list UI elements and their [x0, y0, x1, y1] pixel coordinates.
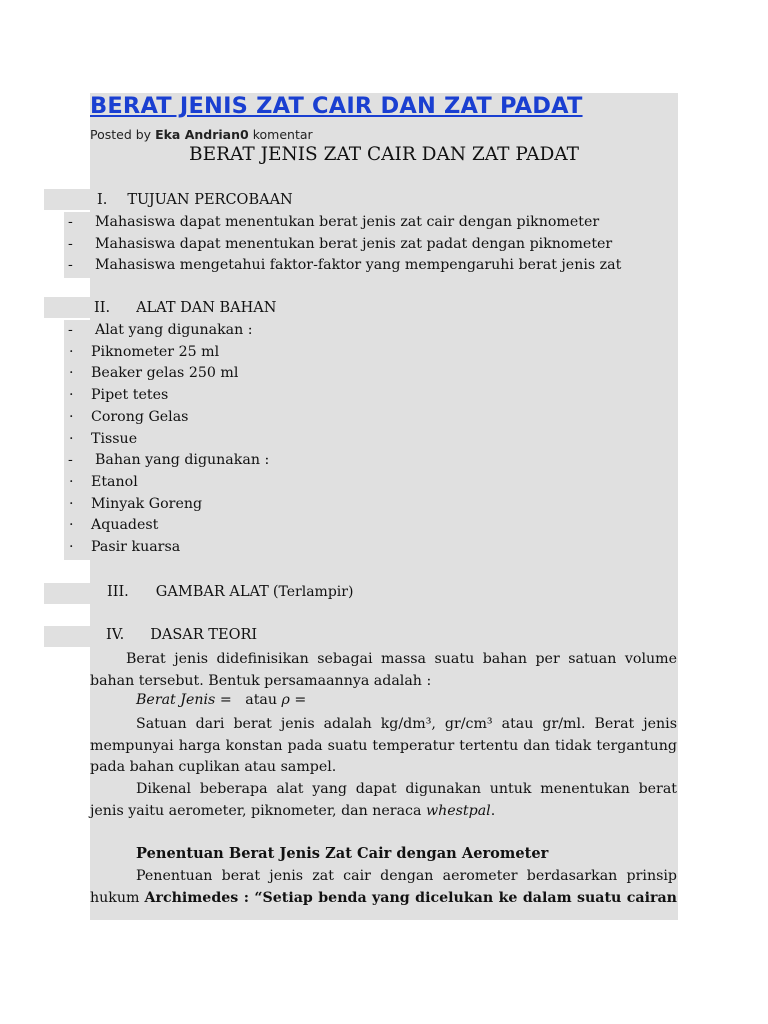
- paragraph-tools: [90, 779, 677, 822]
- aerometer-prefix: hukum: [90, 890, 145, 906]
- list-bullet: -: [68, 214, 73, 230]
- list-bullet: ·: [69, 495, 74, 512]
- list-bullet: -: [68, 452, 73, 469]
- list-bullet: ·: [69, 473, 74, 490]
- list-item-text: Mahasiswa mengetahui faktor-faktor yang mempengaruhi berat jenis zat: [95, 257, 622, 274]
- list-bullet: ·: [69, 430, 74, 447]
- paragraph-units: [90, 714, 677, 779]
- section-number: II.: [94, 300, 111, 316]
- section-title: GAMBAR ALAT: [155, 584, 269, 600]
- post-meta: [90, 127, 313, 142]
- post-title-link[interactable]: BERAT JENIS ZAT CAIR DAN ZAT PADAT: [90, 93, 583, 119]
- list-bullet: ·: [69, 343, 74, 360]
- list-item-text: Beaker gelas 250 ml: [91, 365, 239, 382]
- tools-italic: whestpal: [425, 802, 491, 819]
- list-item-text: Piknometer 25 ml: [91, 343, 220, 360]
- section-heading-tujuan: [97, 192, 293, 208]
- list-bullet: -: [68, 322, 73, 338]
- list-item-text: Aquadest: [91, 517, 159, 534]
- section-heading-alat: [94, 300, 276, 316]
- list-item-text: Alat yang digunakan :: [95, 322, 253, 338]
- document-title: BERAT JENIS ZAT CAIR DAN ZAT PADAT: [189, 144, 579, 165]
- heading-shade-4: [44, 626, 90, 647]
- list-item-text: Pasir kuarsa: [91, 539, 181, 555]
- list-bullet: ·: [69, 539, 74, 555]
- list-bullet: ·: [69, 387, 74, 404]
- author-link[interactable]: Eka Andrian: [155, 127, 241, 142]
- tools-text: Dikenal beberapa alat yang dapat digunakan untuk menentukan berat jenis yaitu aerometer, piknometer, dan neraca: [90, 781, 677, 819]
- formula-rho: ρ: [281, 692, 290, 708]
- section-title: DASAR TEORI: [150, 627, 258, 643]
- list-bullet: ·: [69, 408, 74, 425]
- list-item-text: Corong Gelas: [91, 408, 189, 425]
- list-item-text: Pipet tetes: [91, 387, 169, 404]
- section-title: ALAT DAN BAHAN: [136, 300, 277, 316]
- aerometer-bold: Archimedes : “Setiap benda yang dicelukan ke dalam suatu cairan: [144, 890, 677, 906]
- section-note: Terlampir): [278, 584, 354, 600]
- formula-lhs: Berat Jenis: [136, 692, 216, 708]
- formula-end: =: [289, 692, 307, 708]
- heading-shade-3: [44, 583, 90, 604]
- formula-line: [136, 692, 306, 708]
- comment-count-link[interactable]: 0: [240, 127, 249, 142]
- units-text: Satuan dari berat jenis adalah kg/dm³, gr/cm³ atau gr/ml. Berat jenis mempunyai harga konstan pada suatu temperatur tertentu dan tidak tergantung pada bahan cuplikan atau sampel.: [90, 716, 677, 776]
- paren-open: (: [272, 584, 279, 600]
- list-item-text: Mahasiswa dapat menentukan berat jenis zat cair dengan piknometer: [95, 214, 600, 230]
- sub-heading-aerometer: Penentuan Berat Jenis Zat Cair dengan Aerometer: [136, 845, 549, 862]
- list-item-text: Bahan yang digunakan :: [95, 452, 270, 469]
- tools-end: .: [490, 802, 496, 819]
- section-heading-gambar: [107, 584, 353, 600]
- section-number: I.: [97, 192, 108, 208]
- list-item-text: Etanol: [91, 473, 138, 490]
- paragraph-aerometer-line2: [90, 888, 677, 910]
- paragraph-definition: Berat jenis didefinisikan sebagai massa suatu bahan per satuan volume bahan tersebut. Bentuk persamaannya adalah :: [90, 651, 677, 689]
- comment-label[interactable]: komentar: [252, 127, 313, 142]
- section-heading-dasar: [106, 627, 257, 643]
- list-shade-2: [64, 320, 90, 560]
- paragraph-aerometer-line1: Penentuan berat jenis zat cair dengan aerometer berdasarkan prinsip: [136, 868, 677, 884]
- list-bullet: ·: [69, 517, 74, 534]
- section-title: TUJUAN PERCOBAAN: [127, 192, 293, 208]
- list-bullet: -: [68, 235, 73, 252]
- posted-by-label: Posted by: [90, 127, 152, 142]
- list-item-text: Minyak Goreng: [91, 495, 203, 512]
- formula-mid: = atau: [215, 692, 282, 708]
- list-item-text: Mahasiswa dapat menentukan berat jenis zat padat dengan piknometer: [95, 235, 613, 252]
- list-item-text: Tissue: [91, 430, 138, 447]
- list-bullet: ·: [69, 365, 74, 382]
- section-number: IV.: [106, 627, 125, 643]
- section-number: III.: [107, 584, 129, 600]
- list-bullet: -: [68, 257, 73, 274]
